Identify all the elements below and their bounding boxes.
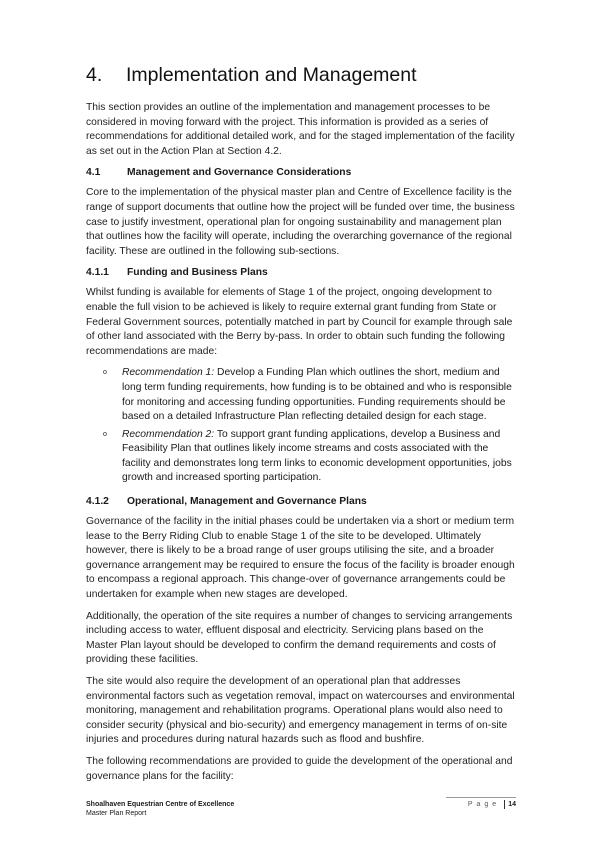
section-4-1-heading — [86, 166, 516, 180]
section-4-1-body: Core to the implementation of the physical master plan and Centre of Excellence facility is the range of support documents that outline how the project will be funded over time, the business case to justify investment, operational plan for ongoing sustainability and management plan that outlines how the facility will operate, including the overarching governance of the regional facility. These are outlined in the following sub-sections. — [86, 187, 515, 257]
chapter-title: Implementation and Management — [126, 64, 417, 86]
recommendation-label: Recommendation 2: — [122, 428, 215, 440]
section-4-1-2-paragraph: The site would also require the development of an operational plan that addresses environmental factors such as vegetation removal, impact on watercourses and environmental monitoring, management and rehabilitation programs. Operational plans would also need to consider security (physical and bio-security) and emergency management in terms of on-site injuries and procedures during natural hazards such as flood and bushfire. — [86, 676, 515, 746]
intro-paragraph: This section provides an outline of the implementation and management processes to be considered in moving forward with the project. This information is provided as a series of recommendations for additional detailed work, and for the staged implementation of the facility as set out in the Action Plan at Section 4.2. — [86, 102, 515, 157]
section-4-1-2-paragraph: Additionally, the operation of the site requires a number of changes to servicing arrangements including access to water, effluent disposal and electricity. Servicing plans based on the Master Plan layout should be developed to confirm the demand requirements and costs of providing these facilities. — [86, 610, 513, 666]
section-4-1-2-paragraph: Governance of the facility in the initial phases could be undertaken via a short or medium term lease to the Berry Riding Club to enable Stage 1 of the site to be developed. Ultimately however, there is likely to be a broad range of user groups utilising the site, and a broader governance arrangement may be required to ensure the focus of the facility is broader enough to encompass a regional approach. This change-over of governance arrangements could be undertaken for example when new stages are developed. — [86, 516, 515, 601]
bullet-icon: o — [103, 430, 107, 438]
page-label: Page — [467, 801, 501, 808]
section-4-1-1-heading — [86, 266, 516, 280]
footer-organisation: Shoalhaven Equestrian Centre of Excellence — [86, 801, 235, 808]
footer-rule — [446, 797, 516, 798]
list-item — [86, 428, 516, 486]
recommendation-text: Develop a Funding Plan which outlines the short, medium and long term funding requirements, how funding is to be obtained and who is responsible for monitoring and accessing funding opportunities. Funding requirements should be based on a detailed Infrastructure Plan reflecting detailed design for each stage. — [122, 367, 512, 423]
section-number: 4.1 — [86, 167, 101, 179]
chapter-number: 4. — [86, 64, 103, 86]
page-number: 14 — [504, 800, 516, 809]
recommendation-text: To support grant funding applications, develop a Business and Feasibility Plan that outlines likely income streams and costs associated with the facility and demonstrates long term links to economic development opportunities, jobs growth and increased sporting participation. — [122, 428, 512, 484]
subsection-number: 4.1.2 — [86, 496, 109, 508]
bullet-icon: o — [103, 369, 107, 377]
section-4-1-2-paragraph: The following recommendations are provided to guide the development of the operational and governance plans for the facility: — [86, 755, 513, 782]
page-content — [86, 62, 516, 791]
section-title: Management and Governance Considerations — [127, 167, 352, 179]
list-item — [86, 366, 516, 424]
section-4-1-2-heading — [86, 495, 516, 509]
subsection-title: Operational, Management and Governance Plans — [127, 496, 367, 508]
subsection-number: 4.1.1 — [86, 267, 109, 279]
subsection-title: Funding and Business Plans — [127, 267, 268, 279]
chapter-heading — [86, 62, 516, 88]
recommendation-label: Recommendation 1: — [122, 367, 215, 379]
page-number-block — [468, 800, 516, 809]
footer-report-name: Master Plan Report — [86, 810, 147, 817]
section-4-1-1-body: Whilst funding is available for elements of Stage 1 of the project, ongoing development to enable the full vision to be achieved is likely to require external grant funding from State or Federal Government sources, potentially matched in part by Council for example through sale of other land associated with the Berry by-pass. In order to obtain such funding the following recommendations are made: — [86, 287, 513, 357]
recommendations-list — [86, 366, 516, 486]
page-footer — [86, 800, 516, 818]
